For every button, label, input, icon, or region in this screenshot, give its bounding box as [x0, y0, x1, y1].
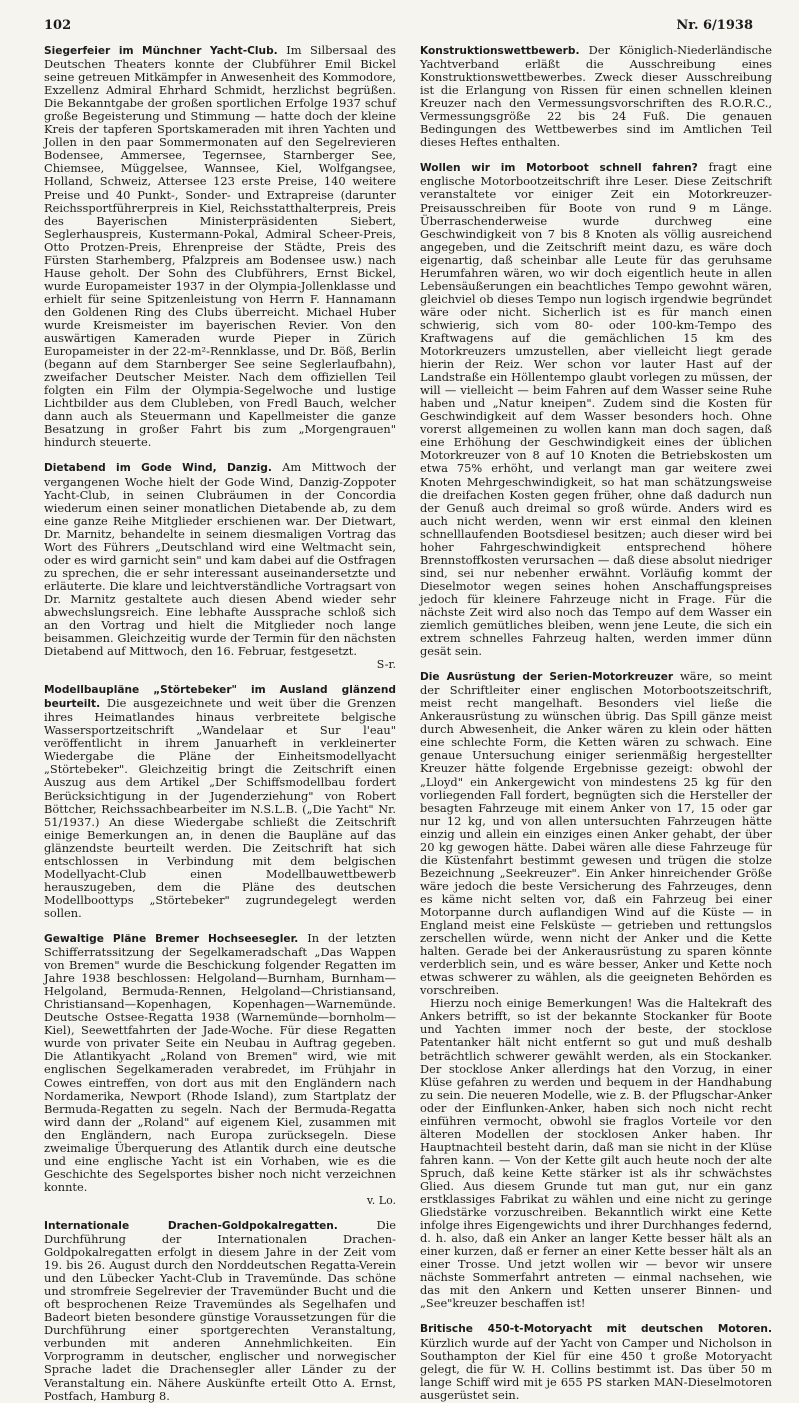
article-text: wäre, so meint der Schriftleiter einer englischen Motorbootszeitschrift, meist recht mangelhaft. Besonders viel ließe die Ankerausrüstung zu wünschen übrig. Das Spill gänze meist durch Abwesenheit, die Anker wären zu klein oder hätten eine schlechte Form, die Ketten wären zu schwach. Eine genaue Untersuchung einiger serienmäßig hergestellter Kreuzer hätte folgende Ergebnisse gezeigt: obwohl der „Lloyd" ein Ankergewicht von mindestens 25 kg für den vorliegenden Fall fordert, begnügten sich die Hersteller der besagten Fahrzeuge mit einem Anker von 17, 15 oder gar nur 12 kg, und von allen untersuchten Fahrzeugen hätte einzig und allein ein einziges einen Anker gehabt, der über 20 kg gewogen hätte. Dabei wären alle diese Fahrzeuge für die Küstenfahrt bestimmt gewesen und trügen die stolze Bezeichnung „Seekreuzer". Ein Anker hinreichender Größe wäre jedoch die beste Versicherung des Fahrzeuges, denn es käme nicht selten vor, daß ein Fahrzeug bei einer Motorpanne durch auflandigen Wind auf die Küste — in England meist eine Felsküste — getrieben und rettungslos zerschellen würde, wenn nicht der Anker und die Kette halten. Gerade bei der Ankerausrüstung zu sparen könnte verderblich sein, und es wäre besser, Anker und Kette noch etwas schwerer zu wählen, als die geeigneten Behörden es vorschreiben.	[420, 669, 772, 998]
right-column	[420, 43, 772, 1402]
article-konstruktionswettbewerb	[420, 44, 772, 149]
article-heading: Konstruktionswettbewerb.	[420, 45, 580, 57]
article-dietabend	[44, 461, 396, 671]
article-motorboot-schnell	[420, 161, 772, 658]
article-siegerfeier	[44, 44, 396, 449]
article-heading: Die Ausrüstung der Serien-Motorkreuzer	[420, 671, 674, 684]
article-text: Am Mittwoch der vergangenen Woche hielt der Gode Wind, Danzig-Zoppoter Yacht-Club, in seinen Clubräumen in der Concordia wiederum einen seiner monatlichen Dietabende ab, zu dem eine ganze Reihe Mitglieder erschienen war. Der Dietwart, Dr. Marnitz, behandelte in seinem diesmaligen Vortrag das Wort des Führers „Deutschland wird eine Weltmacht sein, oder es wird garnicht sein" und kam dabei auf die Ostfragen zu sprechen, die er sehr interessant auseinandersetzte und erläuterte. Die klare und leichtverständliche Vortragsart von Dr. Marnitz gestaltete auch diesen Abend wieder sehr abwechslungsreich. Eine lebhafte Aussprache schloß sich an den Vortrag und hielt die Mitglieder noch lange beisammen. Gleichzeitig wurde der Termin für den nächsten Dietabend auf Mittwoch, den 16. Februar, festgesetzt.	[44, 460, 396, 659]
article-heading: Wollen wir im Motorboot schnell fahren?	[420, 162, 698, 175]
article-modellbauplaene	[44, 683, 396, 920]
issue-number: Nr. 6/1938	[676, 18, 753, 33]
article-signature: S-r.	[376, 658, 396, 672]
article-text: fragt eine englische Motorbootzeitschrift ihre Leser. Diese Zeitschrift veranstaltete vor einiger Zeit ein Motorkreuzer-Preisausschreiben für Boote von rund 9 m Länge. Überraschenderweise wurde durchweg eine Geschwindigkeit von 7 bis 8 Knoten als völlig ausreichend angegeben, und die Zeitschrift meint dazu, es wäre doch eigenartig, daß scheinbar alle Leute für das geruhsame Herumfahren wären, wo wir doch eigentlich heute in allen Lebensäußerungen ein beachtliches Tempo gewohnt wären, gleichviel ob dieses Tempo nun logisch irgendwie begründet wäre oder nicht. Sicherlich ist es für manch einen schwierig, sich vom 80- oder 100-km-Tempo des Kraftwagens auf die gemächlichen 15 km des Motorkreuzers umzustellen, aber vielleicht liegt gerade hierin der Reiz. Wer schon vor lauter Hast auf der Landstraße ein Höllentempo glaubt vorlegen zu müssen, der will — vielleicht — beim Fahren auf dem Wasser seine Ruhe haben und „Natur kneipen". Zudem sind die Kosten für Geschwindigkeit auf dem Wasser besonders hoch. Ohne vorerst allgemeinen zu wollen kann man doch sagen, daß eine Erhöhung der Geschwindigkeit eines der üblichen Motorkreuzer von 8 auf 10 Knoten die Betriebskosten um etwa 75% erhöht, und verlangt man gar weitere zwei Knoten Mehrgeschwindigkeit, so hat man schätzungsweise die dreifachen Kosten gegen früher, ohne daß dadurch nun der Genuß auch dreimal so groß würde. Anders wird es auch nicht werden, wenn wir erst einmal den kleinen schnelllaufenden Bootsdiesel besitzen; auch dieser wird bei hoher Fahrgeschwindigkeit entsprechend höhere Brennstoffkosten verursachen — daß diese absolut niedriger sind, sei nur nebenher erwähnt. Vorläufig kommt der Dieselmotor wegen seines hohen Anschaffungspreises jedoch für kleinere Fahrzeuge nicht in Frage. Für die nächste Zeit wird also noch das Tempo auf dem Wasser ein ziemlich gemütliches bleiben, wenn jene Leute, die sich ein extrem schnelles Fahrzeug halten, werden immer dünn gesät sein.	[420, 160, 772, 659]
article-bremer-hochseesegler	[44, 932, 396, 1207]
article-heading: Gewaltige Pläne Bremer Hochseesegler.	[44, 933, 299, 945]
article-heading: Internationale Drachen-Goldpokalregatten.	[44, 1219, 338, 1232]
article-text: Die ausgezeichnete und weit über die Grenzen ihres Heimatlandes hinaus verbreitete belgische Wassersportzeitschrift „Wandelaar et Sur l'eau" veröffentlicht in ihrem Januarheft in verkleinerter Wiedergabe die Pläne der Einheitsmodellyacht „Störtebeker". Gleichzeitig bringt die Zeitschrift einen Auszug aus dem Artikel „Der Schiffsmodellbau fordert Berücksichtigung in der Jugenderziehung" von Robert Böttcher, Reichssachbearbeiter im N.S.L.B. („Die Yacht" Nr. 51/1937.) An diese Wiedergabe schließt die Zeitschrift einige Bemerkungen an, in denen die Baupläne auf das glänzendste beurteilt werden. Die Zeitschrift hat sich entschlossen in Verbindung mit dem belgischen Modellyacht-Club einen Modellbauwettbewerb herauszugeben, dem die Pläne des deutschen Modellboottyps „Störtebeker" zugrundegelegt werden sollen.	[44, 696, 397, 920]
article-signature: v. Lo.	[366, 1193, 396, 1207]
article-britische-motoryacht	[420, 1322, 772, 1401]
article-drachen-goldpokal	[44, 1219, 396, 1403]
article-serien-motorkreuzer	[420, 670, 772, 1310]
article-text: Der Königlich-Niederländische Yachtverband erläßt die Ausschreibung eines Konstruktionswettbewerbes. Zweck dieser Ausschreibung ist die Erlangung von Rissen für einen schnellen kleinen Kreuzer nach den Vermessungsvorschriften des R.O.R.C., Vermessungsgröße 22 bis 24 Fuß. Die genauen Bedingungen des Wettbewerbes sind im Amtlichen Teil dieses Heftes enthalten.	[420, 43, 772, 150]
left-column	[44, 43, 397, 1403]
article-heading: Britische 450-t-Motoryacht mit deutschen Motoren.	[420, 1323, 772, 1336]
article-heading: Dietabend im Gode Wind, Danzig.	[44, 462, 272, 475]
article-text: In der letzten Schifferratssitzung der Segelkameradschaft „Das Wappen von Bremen" wurde die Beschickung folgender Regatten im Jahre 1938 beschlossen: Helgoland—Burnham, Burnham—Helgoland, Bermuda-Rennen, Helgoland—Christiansand, Christiansand—Kopenhagen, Kopenhagen—Warnemünde. Deutsche Ostsee-Regatta 1938 (Warnemünde—bornholm—Kiel), Seewettfahrten der Jade-Woche. Für diese Regatten wurde von privater Seite ein Neubau in Auftrag gegeben. Die Atlantikyacht „Roland von Bremen" wird, wie mit englischen Segelkameraden verabredet, im Frühjahr in Cowes eintreffen, von dort aus mit den Engländern nach Nordamerika, Newport (Rhode Island), zum Startplatz der Bermuda-Regatten zu segeln. Nach der Bermuda-Regatta wird dann der „Roland" auf eigenem Kiel, zusammen mit den Engländern, nach Europa zurücksegeln. Diese zweimalige Überquerung des Atlantik durch eine deutsche und eine englische Yacht ist ein Vorhaben, wie es die Geschichte des Segelsportes bisher noch nicht verzeichnen konnte.	[44, 931, 397, 1194]
article-heading: Modellbaupläne „Störtebeker" im Ausland glänzend beurteilt.	[44, 684, 396, 711]
page-number: 102	[44, 18, 72, 33]
article-text-continued: Hierzu noch einige Bemerkungen! Was die Haltekraft des Ankers betrifft, so ist der bekannte Stockanker für Boote und Yachten immer noch der beste, der stocklose Patentanker hält nicht entfernt so gut und muß deshalb beträchtlich schwerer gewählt werden, als ein Stockanker. Der stocklose Anker allerdings hat den Vorzug, in einer Klüse gefahren zu werden und bequem in der Handhabung zu sein. Die neueren Modelle, wie z. B. der Pflugschar-Anker oder der Einflunken-Anker, haben sich noch nicht recht einführen vermocht, obwohl sie fraglos Vorteile vor den älteren Modellen der stocklosen Anker haben. Ihr Hauptnachteil besteht darin, daß man sie nicht in der Klüse fahren kann. — Von der Kette gilt auch heute noch der alte Spruch, daß keine Kette stärker ist als ihr schwächstes Glied. Aus diesem Grunde tut man gut, nur ein ganz erstklassiges Fabrikat zu wählen und eine nicht zu geringe Gliedstärke vorzuschreiben. Bekanntlich wirkt eine Kette infolge ihres Eigengewichts und ihrer Durchhanges federnd, d. h. also, daß ein Anker an langer Kette besser hält als an einer kurzen, daß er ferner an einer Kette besser hält als an einer Trosse. Und jetzt wollen wir — bevor wir unsere nächste Sommerfahrt antreten — einmal nachsehen, wie das mit den Ankern und Ketten unserer Binnen- und „See"kreuzer beschaffen ist!	[420, 996, 772, 1311]
article-text: Im Silbersaal des Deutschen Theaters konnte der Clubführer Emil Bickel seine getreuen Mitkämpfer in Anwesenheit des Kommodore, Exzellenz Admiral Ehrhard Schmidt, herzlichst begrüßen. Die Bekanntgabe der großen sportlichen Erfolge 1937 schuf große Begeisterung und Stimmung — hatte doch der kleine Kreis der tapferen Sportskameraden mit ihren Yachten und Jollen in den paar Sommermonaten auf den Segelrevieren Bodensee, Ammersee, Tegernsee, Starnberger See, Chiemsee, Müggelsee, Wannsee, Kiel, Wolfgangsee, Holland, Schweiz, Attersee 123 erste Preise, 140 weitere Preise und 40 Punkt-, Sonder- und Extrapreise (darunter Reichssportführerpreis in Kiel, Reichsstatthalterpreis, Preis des Bayerischen Ministerpräsidenten Siebert, Seglerhauspreis, Kustermann-Pokal, Admiral Scheer-Preis, Otto Protzen-Preis, Ehrenpreise der Städte, Preis des Fürsten Starhemberg, Pfalzpreis am Bodensee usw.) nach Hause geholt. Der Sohn des Clubführers, Ernst Bickel, wurde Europameister 1937 in der Olympia-Jollenklasse und erhielt für seine Spitzenleistung von Herrn F. Hannamann den Goldenen Ring des Clubs überreicht. Michael Huber wurde Kreismeister im bayerischen Revier. Von den auswärtigen Kameraden wurde Pieper in Zürich Europameister in der 22-m²-Rennklasse, und Dr. Böß, Berlin (begann auf dem Starnberger See seine Seglerlaufbahn), zweifacher Deutscher Meister. Nach dem offiziellen Teil folgten ein Film der Olympia-Segelwoche und lustige Lichtbilder aus dem Clubleben, von Fredl Bauch, welcher dann auch als Steuermann und Kapellmeister die ganze Besatzung in großer Fahrt bis zum „Morgengrauen" hindurch steuerte.	[44, 43, 397, 450]
article-text: Kürzlich wurde auf der Yacht von Camper und Nicholson in Southampton der Kiel für eine 450 t große Motoryacht gelegt, die für W. H. Collins bestimmt ist. Das über 50 m lange Schiff wird mit je 655 PS starken MAN-Dieselmotoren ausgerüstet sein.	[420, 1335, 772, 1402]
article-text: Die Durchführung der Internationalen Drachen-Goldpokalregatten erfolgt in diesem Jahre in der Zeit vom 19. bis 26. August durch den Norddeutschen Regatta-Verein und den Lübecker Yacht-Club in Travemünde. Das schöne und stromfreie Segelrevier der Travemünder Bucht und die oft besprochenen Reize Travemündes als Segelhafen und Badeort bieten besondere günstige Voraussetzungen für die Durchführung einer sportgerechten Veranstaltung, verbunden mit anderen Annehmlichkeiten. Ein Vorprogramm in deutscher, englischer und norwegischer Sprache ladet die Drachensegler aller Länder zu der Veranstaltung ein. Nähere Auskünfte erteilt Otto A. Ernst, Postfach, Hamburg 8.	[44, 1217, 397, 1403]
article-heading: Siegerfeier im Münchner Yacht-Club.	[44, 45, 278, 57]
